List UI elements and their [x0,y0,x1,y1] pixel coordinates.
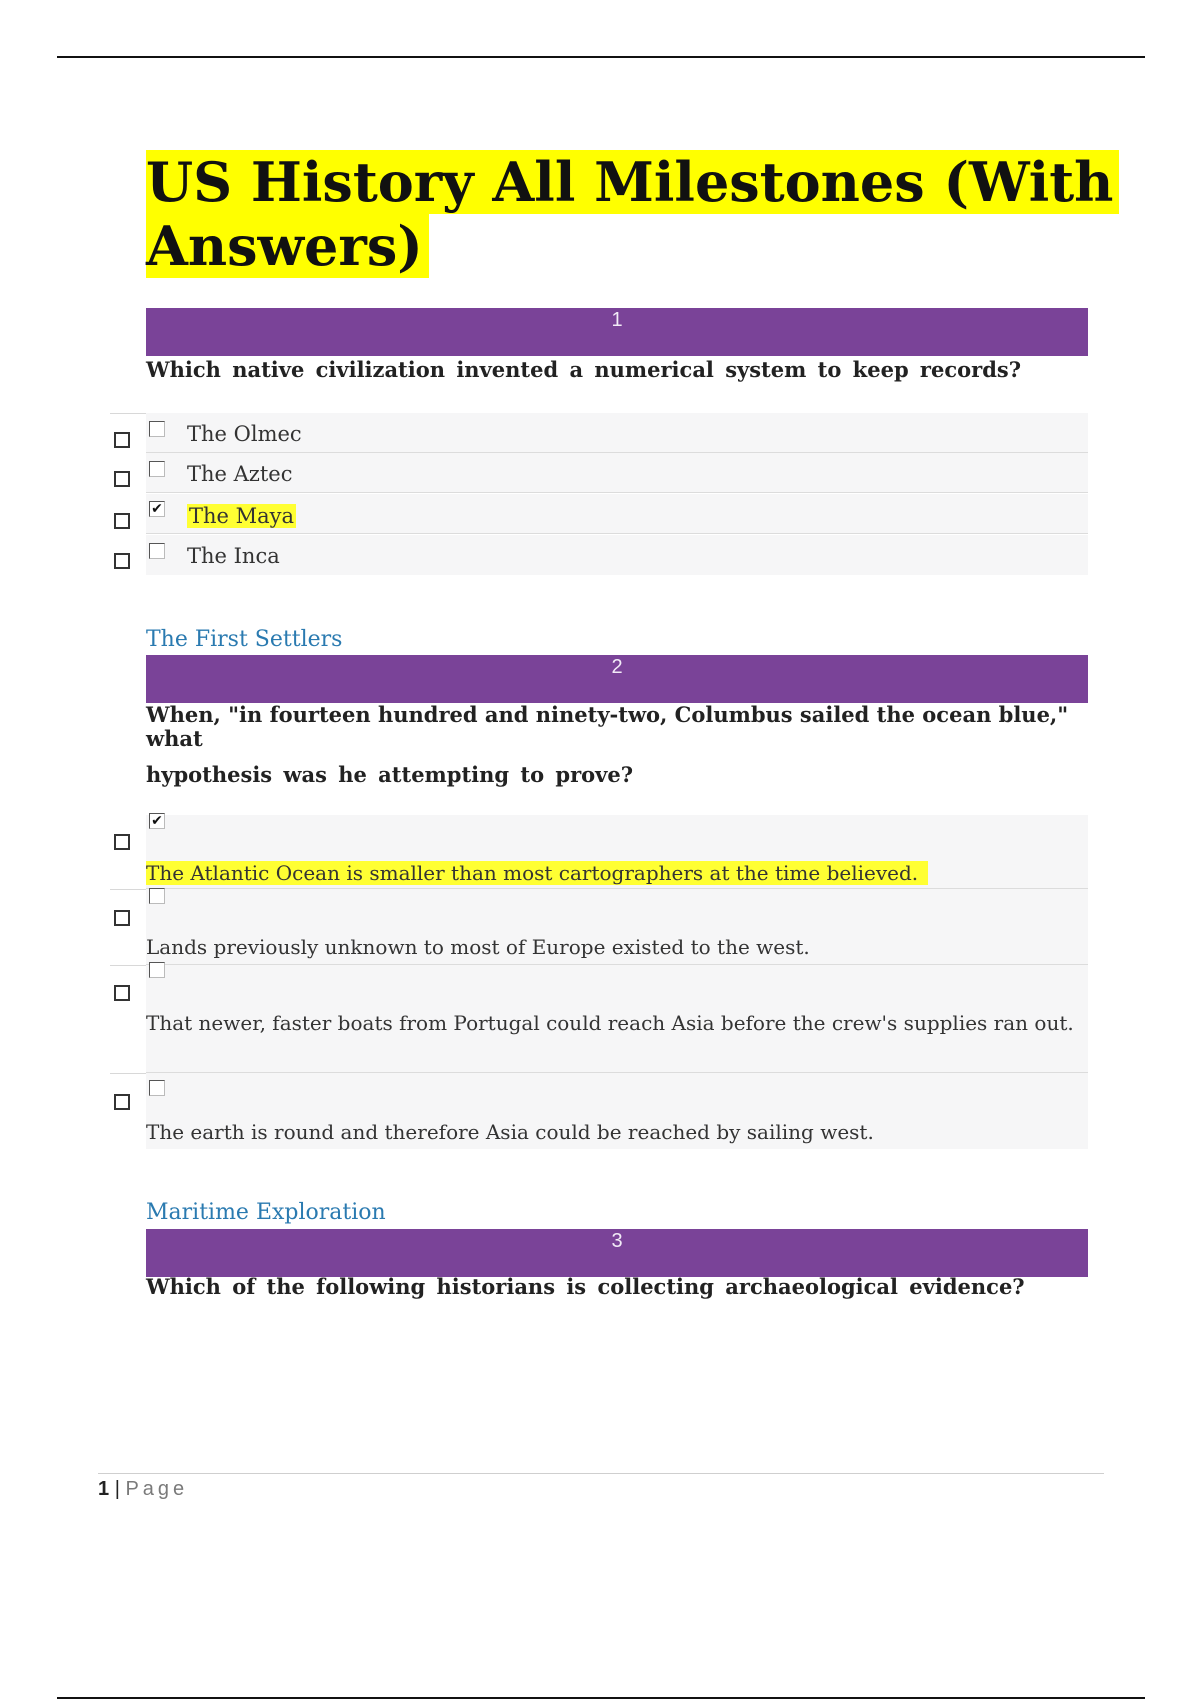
divider [110,1073,146,1074]
question-prompt: Which native civilization invented a numerical system to keep records? [146,357,1022,382]
correct-answer-label: The Maya [189,504,295,528]
top-rule [57,56,1145,58]
correct-answer-text: The Atlantic Ocean is smaller than most cartographers at the time believed. [146,856,1076,890]
section-heading: Maritime Exploration [146,1200,386,1225]
option-text: Lands previously unknown to most of Europe existed to the west. [146,935,810,959]
footer-separator: | [114,1478,120,1500]
question-number: 3 [611,1230,623,1252]
checkbox[interactable] [114,834,130,850]
option-text: That newer, faster boats from Portugal could reach Asia before the crew's supplies ran out. [146,1011,1074,1035]
option-label: The Inca [187,544,280,568]
option-label: The Aztec [187,462,293,486]
section-heading: The First Settlers [146,627,343,652]
document-title [146,150,1114,278]
checkbox[interactable] [114,471,130,487]
checkbox[interactable] [114,985,130,1001]
page-number: 1 [98,1478,110,1500]
footer-rule [98,1473,1104,1474]
page-word: Page [125,1478,189,1500]
question-number-bar [146,655,1088,703]
option-checkbox[interactable] [149,461,165,477]
title-line-2: Answers) [146,214,429,278]
question-number: 2 [611,656,623,678]
option-checkbox-checked[interactable] [149,501,165,517]
checkbox[interactable] [114,513,130,529]
question-number: 1 [611,309,623,331]
question-number-bar [146,1229,1088,1277]
answer-option-row[interactable] [146,535,1088,575]
page-footer [98,1478,188,1501]
question-number-bar [146,308,1088,356]
divider [110,413,146,414]
checkbox[interactable] [114,553,130,569]
option-checkbox[interactable] [149,543,165,559]
option-checkbox[interactable] [149,962,165,978]
divider [110,965,146,966]
title-line-1: US History All Milestones (With [146,150,1119,214]
question-prompt: Which of the following historians is collecting archaeological evidence? [146,1274,1025,1299]
option-checkbox[interactable] [149,1080,165,1096]
question-prompt-line: When, "in fourteen hundred and ninety-two, Columbus sailed the ocean blue," what [146,702,1069,751]
checkbox[interactable] [114,432,130,448]
checkbox[interactable] [114,1094,130,1110]
option-checkbox-checked[interactable] [149,813,165,829]
option-checkbox[interactable] [149,888,165,904]
option-checkbox[interactable] [149,421,165,437]
divider [110,889,146,890]
option-label: The Olmec [187,422,302,446]
question-prompt-line: hypothesis was he attempting to prove? [146,762,634,787]
option-text: The earth is round and therefore Asia could be reached by sailing west. [146,1120,874,1144]
checkmark-icon: ✔ [151,501,163,517]
bottom-rule [57,1697,1145,1699]
checkmark-icon: ✔ [151,813,163,829]
checkbox[interactable] [114,910,130,926]
